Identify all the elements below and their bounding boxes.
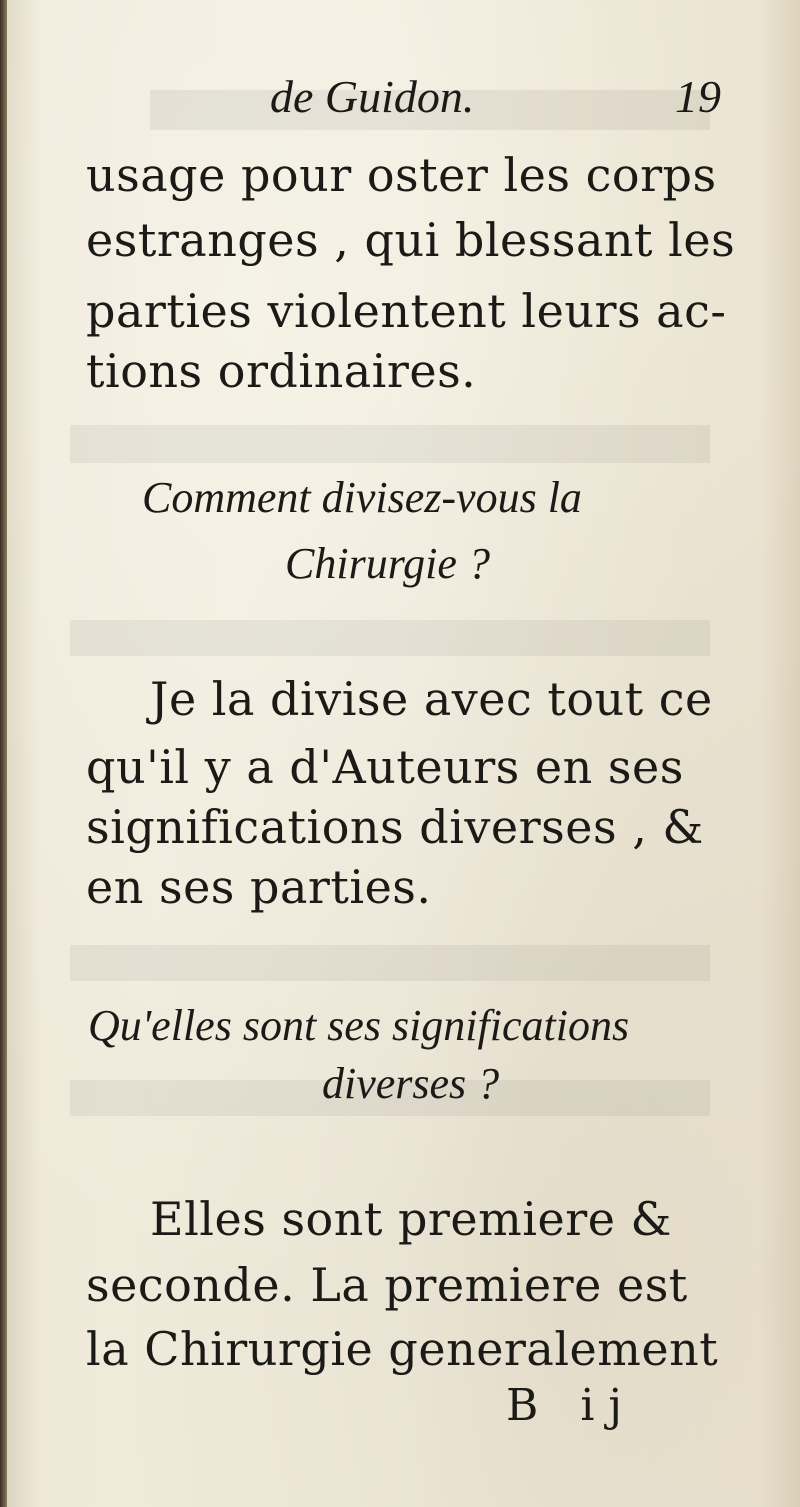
line-text: Je la divise avec tout ce [150,672,713,726]
bleed-through-texture [70,945,710,981]
line-text: en ses parties. [86,860,432,914]
line-text: seconde. La premiere est [86,1258,688,1312]
question-heading: diverses ? [322,1059,500,1108]
text-line [86,860,734,914]
text-line [86,740,734,794]
page-gutter-edge [0,0,7,1507]
line-text: tions ordinaires. [86,344,477,398]
line-text: estranges , qui blessant les [86,213,736,267]
line-text: qu'il y a d'Auteurs en ses [86,740,684,794]
line-text: parties violentent leurs ac- [86,284,727,338]
line-text: la Chirurgie generalement [86,1322,719,1376]
question-heading: Comment divisez-vous la [142,473,582,522]
line-text: significations diverses , & [86,800,704,854]
text-line [86,800,734,854]
text-line [86,1258,734,1312]
running-head-title: de Guidon. [270,71,475,122]
bleed-through-texture [70,620,710,656]
text-line [86,213,734,267]
text-line [86,1322,734,1376]
bleed-through-texture [70,425,710,463]
running-header [270,70,740,130]
text-line [150,1192,734,1246]
text-line [86,148,734,202]
text-line [150,672,734,726]
text-line [86,344,734,398]
question-heading: Chirurgie ? [285,539,490,588]
line-text: Elles sont premiere & [150,1192,672,1246]
line-text: usage pour oster les corps [86,148,717,202]
question-heading: Qu'elles sont ses significations [88,1001,630,1050]
page-number: 19 [675,71,721,122]
text-line [86,284,734,338]
signature-mark: B ij [506,1380,637,1431]
